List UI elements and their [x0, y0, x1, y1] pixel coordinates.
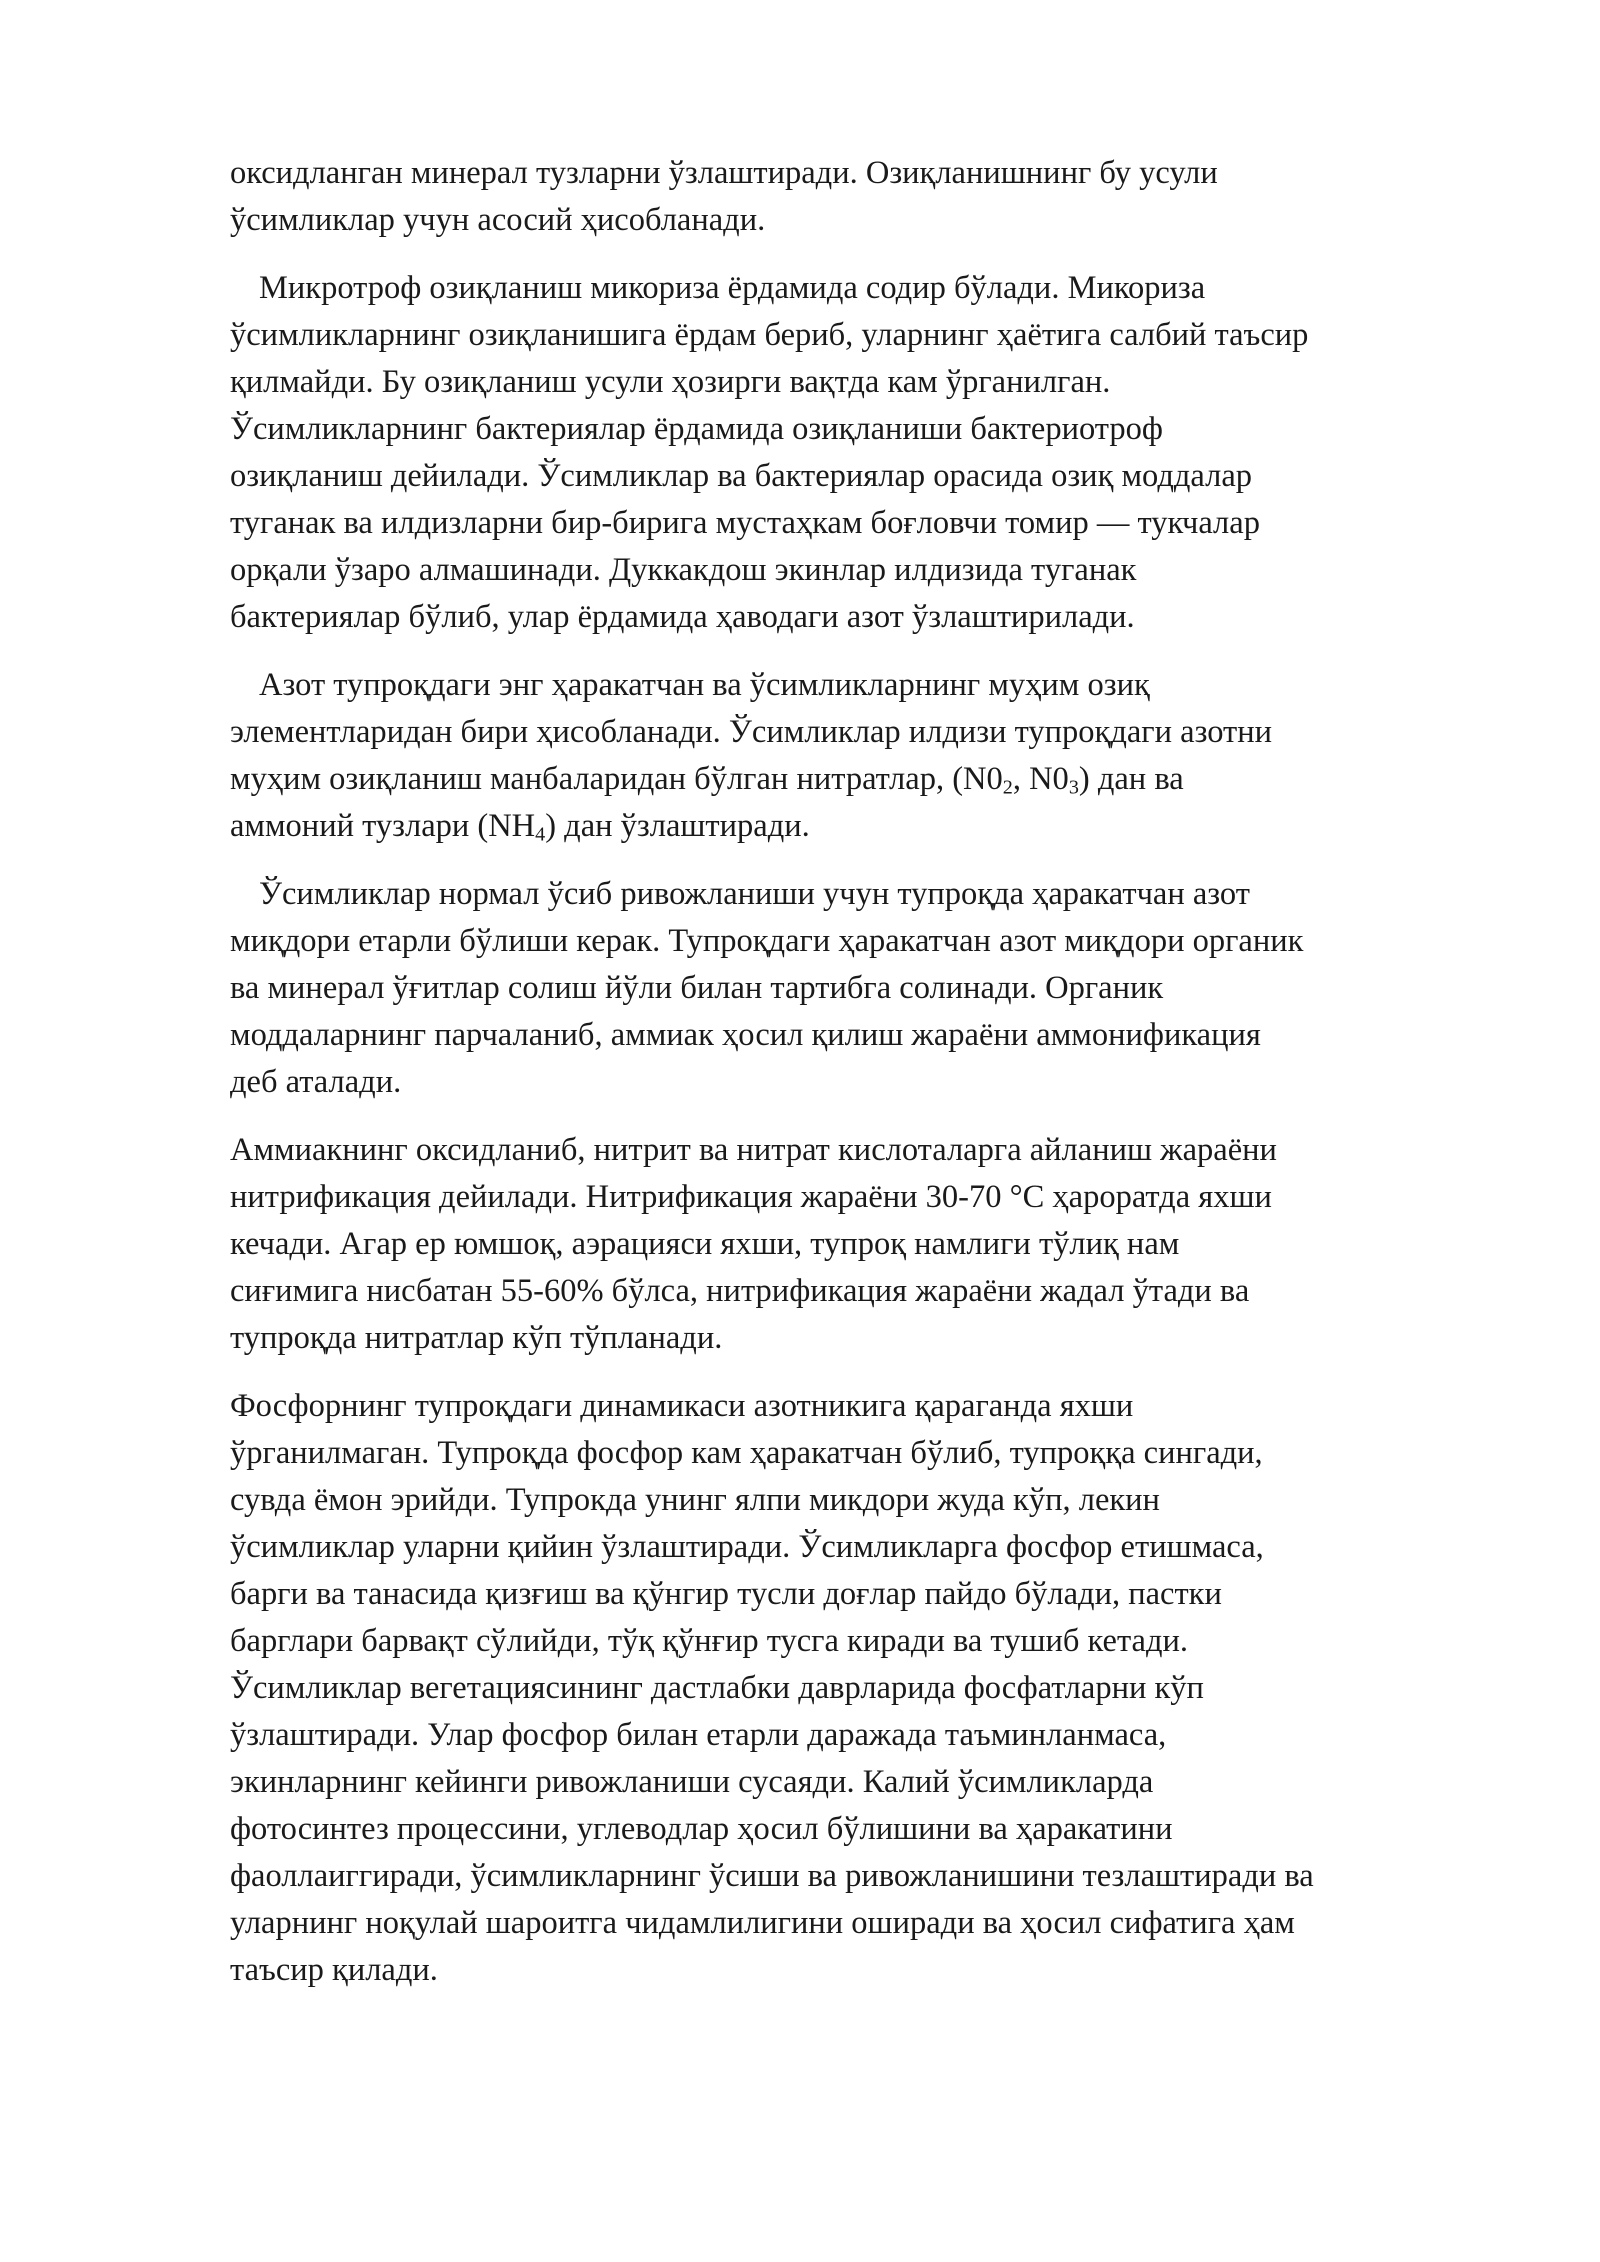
- paragraph-3-part-3: ) дан ва аммоний тузлари (NH: [230, 761, 1184, 844]
- paragraph-2: Микротроф озиқланиш микориза ёрдамида содир бўлади. Микориза ўсимликларнинг озиқланишига ёрдам бериб, уларнинг ҳаётига салбий таъсир қилмайди. Бу озиқланиш усули ҳозирги вақтда кам ўрганилган. Ўсимликларнинг бактериялар ёрдамида озиқланиши бактериотроф озиқланиш дейилади. Ўсимликлар ва бактериялар орасида озиқ моддалар туганак ва илдизларни бир-бирига мустаҳкам боғловчи томир — тукчалар орқали ўзаро алмашинади. Дуккакдош экинлар илдизида туганак бактериялар бўлиб, улар ёрдамида ҳаводаги азот ўзлаштирилади.: [230, 270, 1309, 635]
- paragraph-6: Фосфорнинг тупроқдаги динамикаси азотникига қараганда яхши ўрганилмаган. Тупроқда фосфор кам ҳаракатчан бўлиб, тупроққа сингади, сувда ёмон эрийди. Тупрокда унинг ялпи микдори жуда кўп, лекин ўсимликлар уларни қийин ўзлаштиради. Ўсимликларга фосфор етишмаса, барги ва танасида қизғиш ва қўнгир тусли доғлар пайдо бўлади, пастки барглари барвақт сўлийди, тўқ қўнғир тусга киради ва тушиб кетади. Ўсимликлар вегетациясининг дастлабки даврларида фосфатларни кўп ўзлаштиради. Улар фосфор билан етарли даражада таъминланмаса, экинларнинг кейинги ривожланиши сусаяди. Калий ўсимликларда фотосинтез процессини, углеводлар ҳосил бўлишини ва ҳаракатини фаоллаиггиради, ўсимликларнинг ўсиши ва ривожланишини тезлаштиради ва уларнинг ноқулай шароитга чидамлилигини оширади ва ҳосил сифатига ҳам таъсир қилади.: [230, 1388, 1314, 1988]
- paragraph-3: [230, 662, 1500, 850]
- text-body: [230, 150, 1500, 2015]
- paragraph-3-part-4: ) дан ўзлаштиради.: [545, 808, 810, 844]
- paragraph-5: Аммиакнинг оксидланиб, нитрит ва нитрат кислоталарга айланиш жараёни нитрификация дейилади. Нитрификация жараёни 30-70 °С ҳароратда яхши кечади. Агар ер юмшоқ, аэрацияси яхши, тупроқ намлиги тўлиқ нам сиғимига нисбатан 55-60% бўлса, нитрификация жараёни жадал ўтади ва тупроқда нитратлар кўп тўпланади.: [230, 1132, 1277, 1356]
- subscript-2: 2: [1002, 776, 1013, 799]
- paragraph-4: Ўсимликлар нормал ўсиб ривожланиши учун тупроқда ҳаракатчан азот миқдори етарли бўлиши керак. Тупроқдаги ҳаракатчан азот миқдори органик ва минерал ўғитлар солиш йўли билан тартибга солинади. Органик моддаларнинг парчаланиб, аммиак ҳосил қилиш жараёни аммонификация деб аталади.: [230, 876, 1304, 1100]
- subscript-4: 4: [535, 823, 546, 846]
- subscript-3: 3: [1068, 776, 1079, 799]
- paragraph-3-part-1: Азот тупроқдаги энг ҳаракатчан ва ўсимликларнинг муҳим озиқ элементларидан бири ҳисобланади. Ўсимликлар илдизи тупроқдаги азотни муҳим озиқланиш манбаларидан бўлган нитратлар, (N0: [230, 667, 1273, 797]
- paragraph-3-part-2: , N0: [1012, 761, 1069, 797]
- paragraph-1: оксидланган минерал тузларни ўзлаштиради. Озиқланишнинг бу усули ўсимликлар учун асосий ҳисобланади.: [230, 155, 1218, 238]
